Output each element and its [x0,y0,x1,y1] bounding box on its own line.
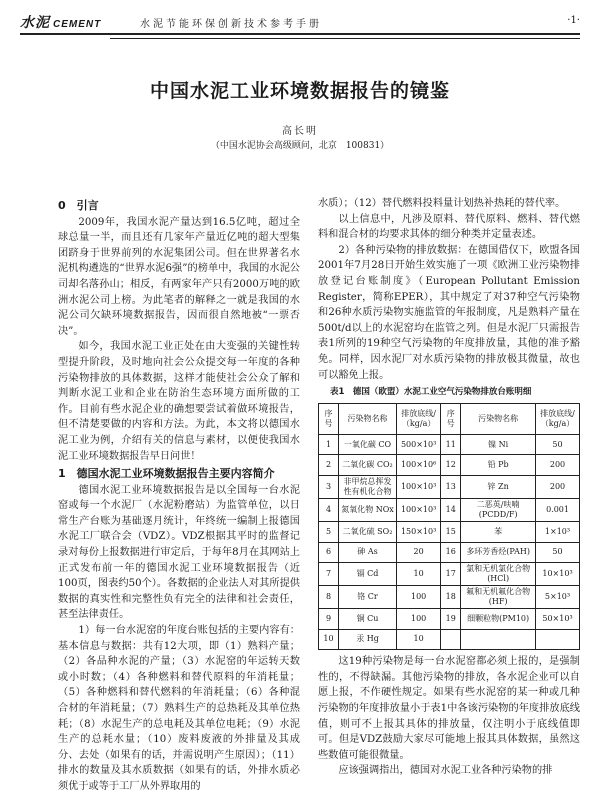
table-row [319,609,580,630]
table-caption: 表1 德国（欧盟）水泥工业空气污染物排放台账明细 [330,387,532,398]
table-cell: 2 [319,455,339,476]
paragraph: 这19种污染物是每一台水泥窑都必须上报的，是强制性的，不得缺漏。其他污染物的排放，各水泥企业可以自愿上报，不作硬性规定。如果有些水泥窑的某一种或几种污染物的年度排放量小于表1中各该污染物的年度排放底线值，则可不上报其具体的排放量，仅注明小于底线值即可。但是VDZ鼓励大家尽可能地上报其具体数据，虽然这些数值可能很微量。 [318,656,580,761]
table-cell: 4 [319,498,339,521]
table-cell: 苯 [461,521,536,542]
table-cell: 100×10³ [397,475,441,498]
table-cell: 汞 Hg [339,629,397,650]
table-cell [536,629,580,650]
article-title: 中国水泥工业环境数据报告的镜鉴 [149,80,450,102]
table-cell: 100 [397,609,441,630]
table-row [319,542,580,563]
table-cell: 铬 Cr [339,586,397,609]
paragraph: 以上信息中，凡涉及原料、替代原料、燃料、替代燃料和混合材的均要求其体的细分种类并定量表述。 [318,213,580,241]
table-row [319,455,580,476]
header-cell: 排放底线/（kg/a） [536,403,580,434]
header-rule-thin [110,38,580,39]
paragraph: 1）每一台水泥窑的年度台账包括的主要内容有：基本信息与数据：共有12大项，即（1）熟料产量；（2）各品种水泥的产量；（3）水泥窑的年运转天数或小时数；（4）各种燃料和替代原料的年消耗量；（5）各种燃料和替代燃料的年消耗量；（6）各种混合材的年消耗量；（7）熟料生产的总热耗及其单位热耗；（8）水泥生产的总电耗及其单位电耗；（9）水泥生产的总耗水量；（10）废料废液的外排量及其成分、去处（如果有的话，并需说明产生原因）；（11）排水的数量及其水质数据（如果有的话，外排水质必须优于或等于工厂从外界取用的 [58,625,300,792]
table-cell: 铅 Pb [461,455,536,476]
table-cell [461,629,536,650]
table-cell: 1×10³ [536,521,580,542]
table-cell: 200 [536,455,580,476]
table-cell: 500×10³ [397,434,441,455]
header-cell: 污染物名称 [461,403,536,434]
affiliation: （中国水泥协会高级顾问，北京 100831） [210,141,390,151]
table-cell: 3 [319,475,339,498]
table-cell: 19 [441,609,461,630]
table-cell: 10×10³ [536,563,580,586]
table-cell: 二恶英/呋喃(PCDD/F) [461,498,536,521]
table-cell: 17 [441,563,461,586]
table-row [319,563,580,586]
emission-table [318,403,580,651]
paragraph: 水质）；（12）替代燃料投料量计划热补热耗的替代率。 [318,198,566,209]
table-cell: 二氧化硫 SO₂ [339,521,397,542]
table-row [319,629,580,650]
table-cell: 100×10⁶ [397,455,441,476]
table-cell: 50 [536,434,580,455]
table-cell: 15 [441,521,461,542]
table-cell: 11 [441,434,461,455]
paragraph: 如今，我国水泥工业正处在由大变强的关键性转型提升阶段，及时地向社会公众提交每一年度的各种污染物排放的具体数据，这样才能使社会公众了解和判断水泥工业和企业在防治生态环境方面所做的工作。目前有些水泥企业的确想要尝试着做环境报告，但不清楚要做的内容和方法。为此，本文将以德国水泥工业为例，介绍有关的信息与素材，以便使我国水泥工业环境数据报告早日问世！ [58,341,300,462]
running-header [20,12,580,32]
journal-logo [20,12,101,32]
table-cell: 9 [319,609,339,630]
table-header-row [319,403,580,434]
paragraph: 2009年，我国水泥产量达到16.5亿吨，超过全球总量一半，而且还有几家年产量近亿吨的超大型集团跻身于世界前列的水泥集团公司。但在世界著名水泥机构遴选的“世界水泥6强”的榜单中，我国的水泥公司却名落孙山；相反，有两家年产只有2000万吨的欧洲水泥公司上榜。为此笔者的解释之一就是我国的水泥公司欠缺环境数据报告，因而很自然地被“一票否决”。 [58,216,300,337]
section-heading-intro: 0 引言 [58,199,99,212]
table-cell: 50×10³ [536,609,580,630]
left-column [58,196,300,795]
table-cell: 14 [441,498,461,521]
header-cell: 污染物名称 [339,403,397,434]
table-cell: 0.001 [536,498,580,521]
table-cell: 非甲烷总挥发性有机化合物 [339,475,397,498]
table-cell: 二氧化碳 CO₂ [339,455,397,476]
paragraph: 2）各种污染物的排放数据：在德国借仅下，欧盟各国2001年7月28日开始生效实施了一项《欧洲工业污染物排放登记台账制度》（European Pollutant Emission Register，简称EPER），其中规定了对37种空气污染物和26种水质污染物实施监管的年报制度，凡是熟料产量在500t/d以上的水泥窑均在监管之列。但是水泥厂只需报告表1所列的19种空气污染物的年度排放量，其他的准予豁免。同样，因水泥厂对水质污染物的排放极其微量，故也可以豁免上报。 [318,244,580,381]
table-cell: 100 [397,586,441,609]
table-cell: 铜 Cu [339,609,397,630]
table-cell: 150×10³ [397,521,441,542]
section-heading-1: 1 德国水泥工业环境数据报告主要内容简介 [58,467,275,481]
paragraph: 应该强调指出，德国对水泥工业各种污染物的排 [338,765,553,777]
table-cell: 7 [319,563,339,586]
paragraph: 德国水泥工业环境数据报告是以全国每一台水泥窑或每一个水泥厂（水泥粉磨站）为监管单位，以日常生产台账为基础逐月统计，年终统一编制上报德国水泥工厂联合会（VDZ）。VDZ根据其平时的监督记录对每份上报数据进行审定后，于每年8月在其网站上正式发布前一年的德国水泥工业环境数据报告（近100页，图表约50个）。各数据的企业法人对其所提供数据的真实性和完整性负有完全的法律和社会责任，甚至法律责任。 [58,484,300,621]
table-cell: 5 [319,521,339,542]
page-number: ·1· [567,15,580,26]
table-row [319,586,580,609]
logo-cn: 水泥 [20,15,50,31]
table-cell: 氟和无机氟化合物(HF) [461,586,536,609]
table-cell: 多环芳香烃(PAH) [461,542,536,563]
table-cell: 100×10³ [397,498,441,521]
table-cell: 锌 Zn [461,475,536,498]
table-cell: 13 [441,475,461,498]
table-cell: 10 [397,563,441,586]
table-cell: 氯和无机氯化合物(HCl) [461,563,536,586]
table-cell: 10 [397,629,441,650]
table-cell: 18 [441,586,461,609]
table-cell: 一氧化碳 CO [339,434,397,455]
table-cell: 12 [441,455,461,476]
table-cell: 8 [319,586,339,609]
header-cell: 序号 [441,403,461,434]
table-row [319,475,580,498]
table-cell: 20 [397,542,441,563]
table-cell: 10 [319,629,339,650]
table-cell: 50 [536,542,580,563]
header-cell: 序号 [319,403,339,434]
journal-name: 水泥节能环保创新技术参考手册 [140,19,322,30]
table-cell: 1 [319,434,339,455]
table-row [319,498,580,521]
header-cell: 排放底线/（kg/a） [397,403,441,434]
header-rule-thick [20,33,580,35]
table-cell: 氮氧化物 NOx [339,498,397,521]
table-cell: 砷 As [339,542,397,563]
table-cell: 镉 Cd [339,563,397,586]
table-cell: 镍 Ni [461,434,536,455]
table-row [319,434,580,455]
table-cell: 200 [536,475,580,498]
table-cell: 6 [319,542,339,563]
table-cell: 16 [441,542,461,563]
right-column [318,196,580,779]
table-cell: 细颗粒物(PM10) [461,609,536,630]
table-row [319,521,580,542]
author: 高长明 [282,126,318,137]
table-cell [441,629,461,650]
table-cell: 5×10³ [536,586,580,609]
logo-en: CEMENT [53,19,102,30]
